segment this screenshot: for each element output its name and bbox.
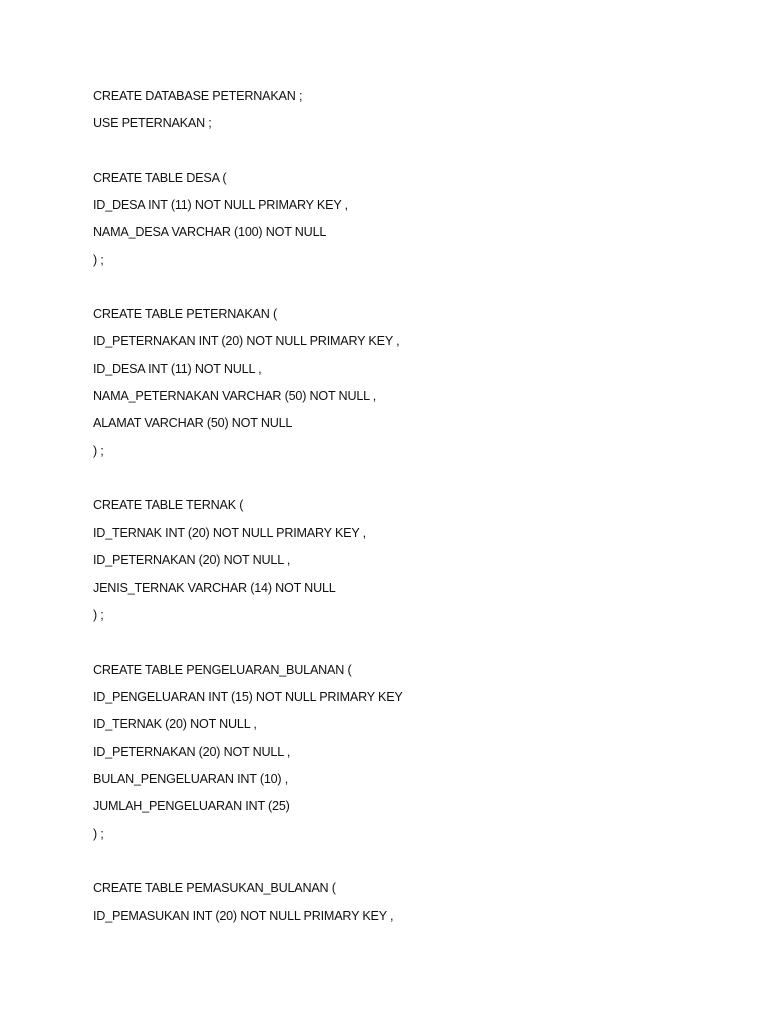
sql-line-column: ID_DESA INT (11) NOT NULL , <box>93 362 262 376</box>
sql-line-create-database: CREATE DATABASE PETERNAKAN ; <box>93 89 303 103</box>
sql-line-column: ID_PEMASUKAN INT (20) NOT NULL PRIMARY KEY , <box>93 909 394 923</box>
sql-line-column: JENIS_TERNAK VARCHAR (14) NOT NULL <box>93 581 336 595</box>
sql-line-create-table-pemasukan-bulanan: CREATE TABLE PEMASUKAN_BULANAN ( <box>93 881 336 895</box>
sql-line-create-table-pengeluaran-bulanan: CREATE TABLE PENGELUARAN_BULANAN ( <box>93 663 352 677</box>
sql-line-column: NAMA_DESA VARCHAR (100) NOT NULL <box>93 225 327 239</box>
sql-line-column: ID_TERNAK INT (20) NOT NULL PRIMARY KEY , <box>93 526 366 540</box>
sql-line-close-paren: ) ; <box>93 253 104 267</box>
sql-line-column: BULAN_PENGELUARAN INT (10) , <box>93 772 289 786</box>
sql-line-column: ALAMAT VARCHAR (50) NOT NULL <box>93 416 293 430</box>
sql-line-column: ID_PENGELUARAN INT (15) NOT NULL PRIMARY KEY <box>93 690 403 704</box>
sql-line-column: JUMLAH_PENGELUARAN INT (25) <box>93 799 290 813</box>
sql-line-column: ID_PETERNAKAN (20) NOT NULL , <box>93 553 291 567</box>
sql-line-column: ID_PETERNAKAN INT (20) NOT NULL PRIMARY KEY , <box>93 334 400 348</box>
sql-line-column: ID_DESA INT (11) NOT NULL PRIMARY KEY , <box>93 198 348 212</box>
sql-line-column: NAMA_PETERNAKAN VARCHAR (50) NOT NULL , <box>93 389 377 403</box>
sql-line-create-table-desa: CREATE TABLE DESA ( <box>93 171 227 185</box>
sql-line-close-paren: ) ; <box>93 444 104 458</box>
sql-line-use-database: USE PETERNAKAN ; <box>93 116 212 130</box>
sql-line-column: ID_PETERNAKAN (20) NOT NULL , <box>93 745 291 759</box>
sql-line-column: ID_TERNAK (20) NOT NULL , <box>93 717 257 731</box>
sql-line-create-table-peternakan: CREATE TABLE PETERNAKAN ( <box>93 307 277 321</box>
sql-line-create-table-ternak: CREATE TABLE TERNAK ( <box>93 498 244 512</box>
sql-line-close-paren: ) ; <box>93 827 104 841</box>
sql-line-close-paren: ) ; <box>93 608 104 622</box>
